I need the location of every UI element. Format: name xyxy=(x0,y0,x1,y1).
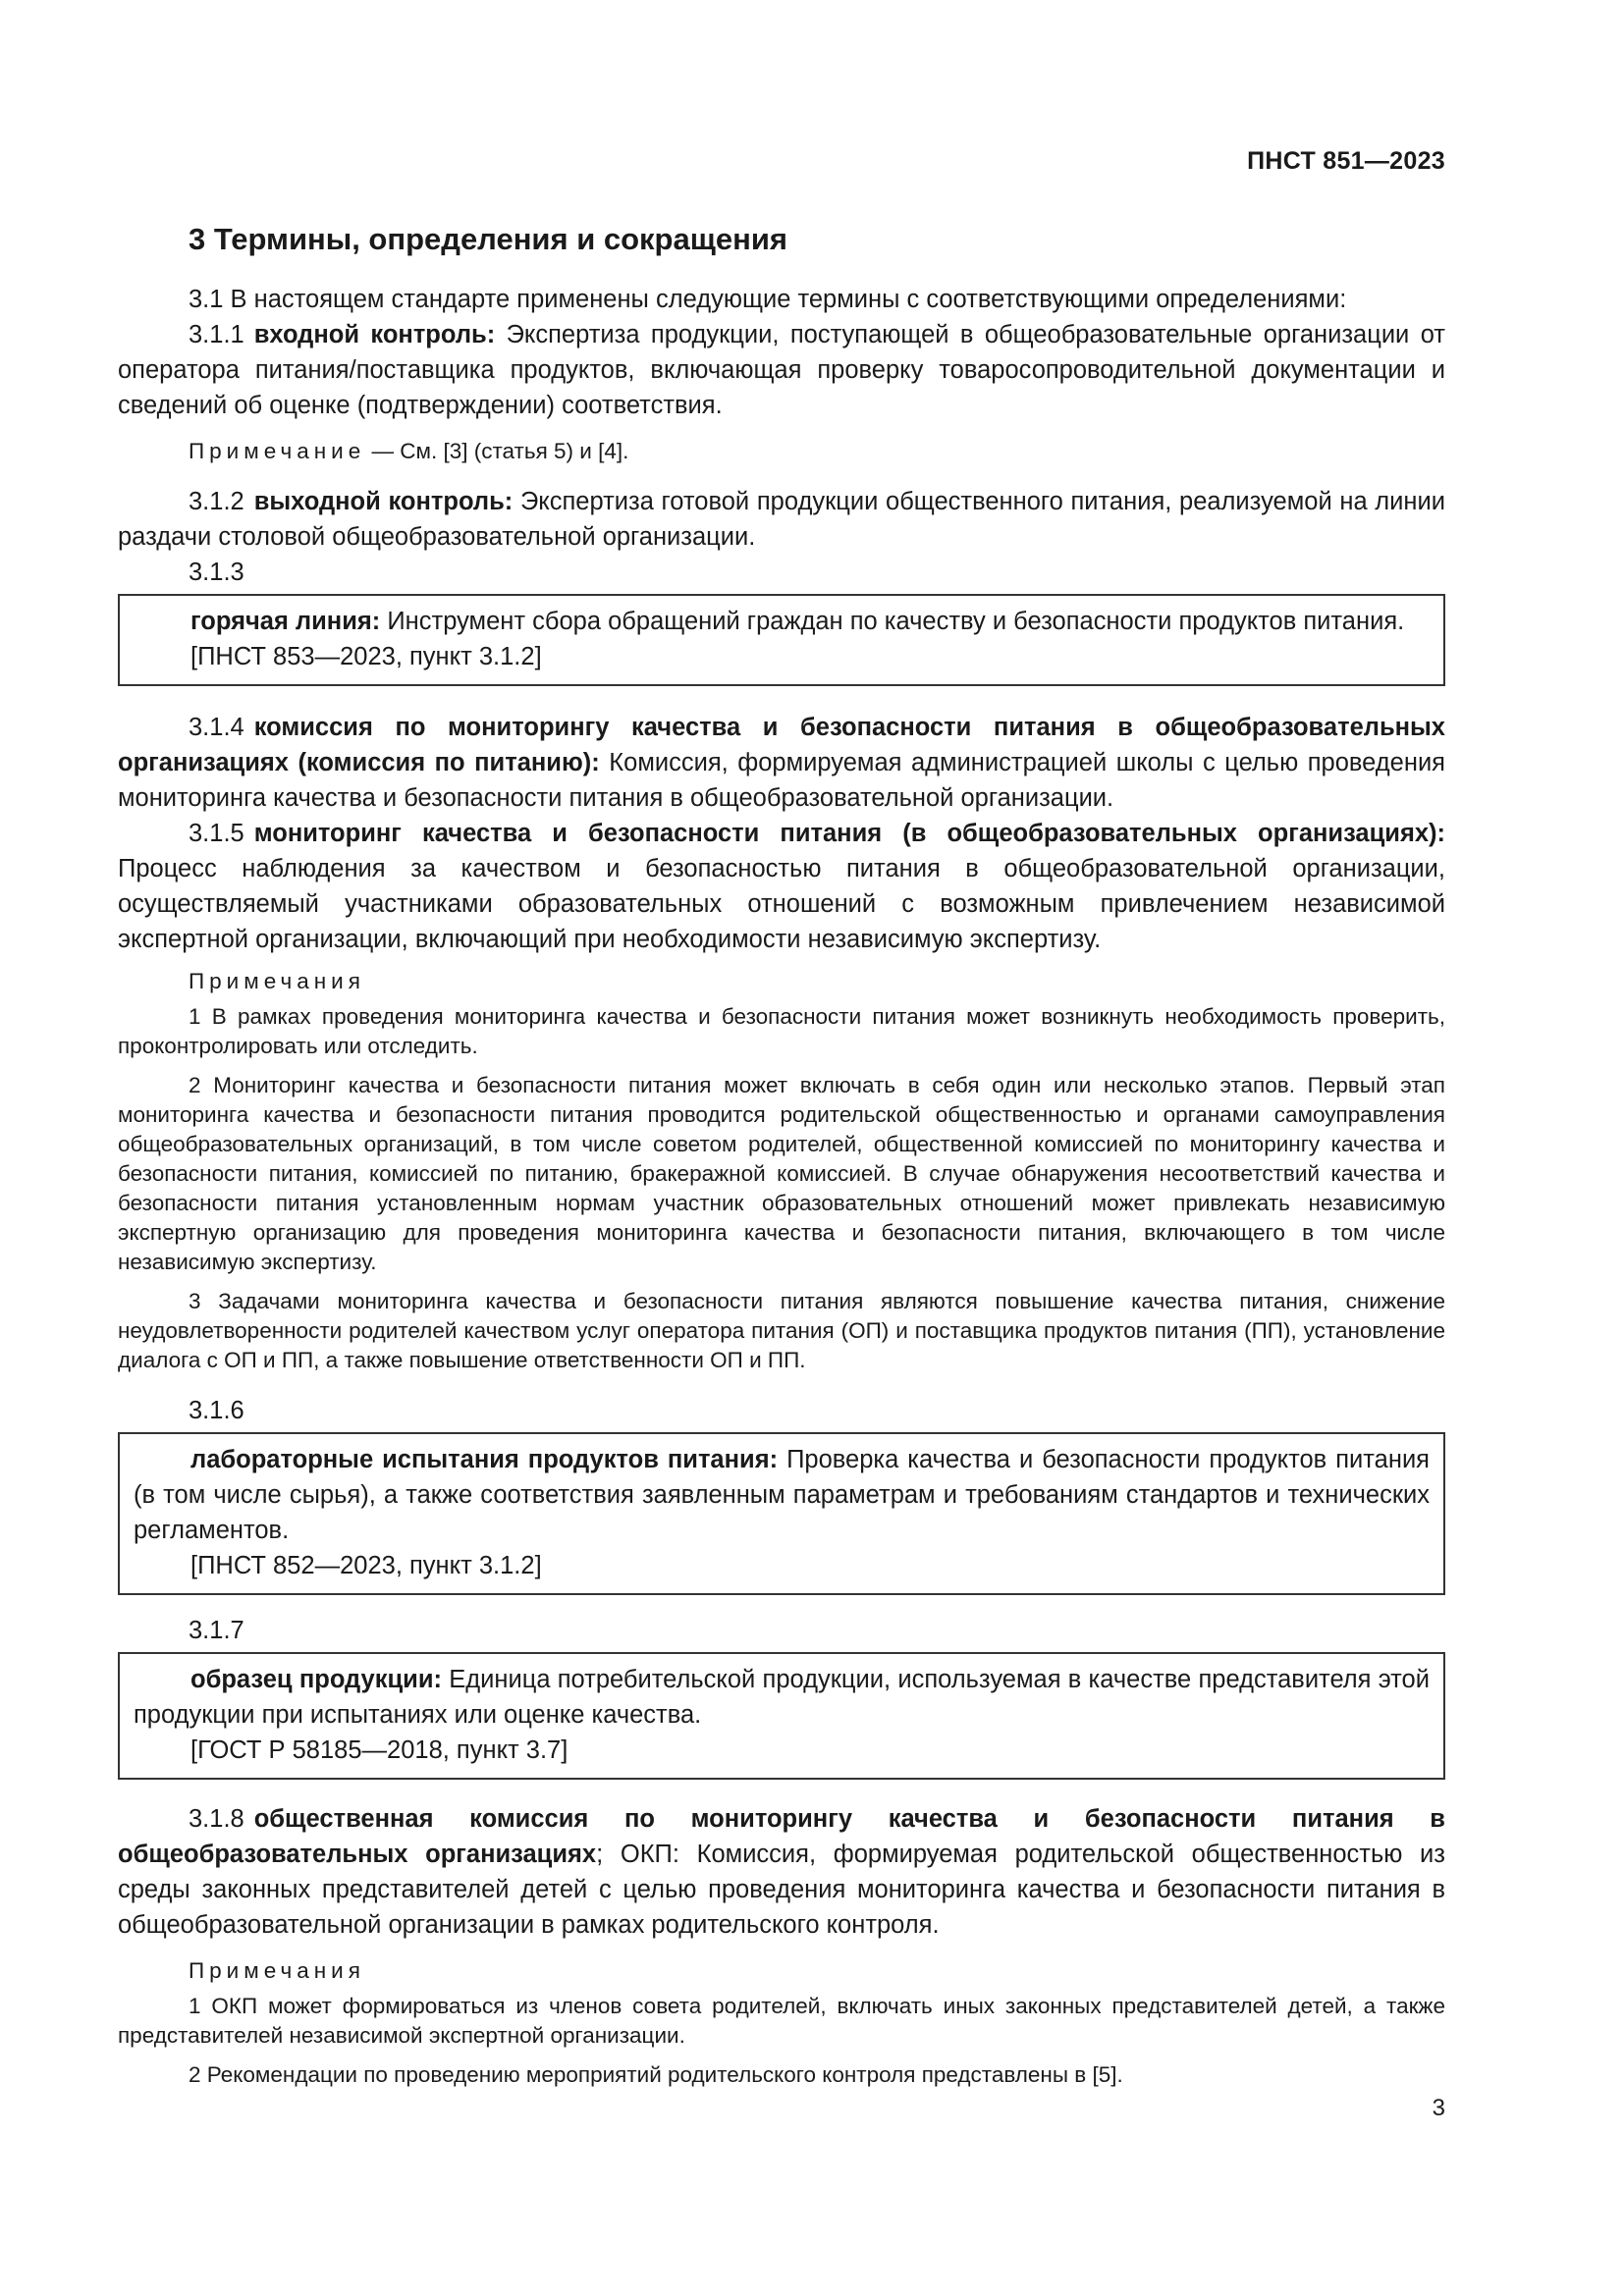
term-3-1-7 xyxy=(134,1662,1430,1733)
term-definition: ; ОКП: Комиссия, формируемая родительской общественностью из среды законных представителей детей с целью проведения мониторинга качества и безопасности питания в общеобразовательной организации в рамках родительского контроля. xyxy=(118,1841,1445,1939)
notes-label-3-1-8 xyxy=(118,1956,1445,1986)
term-name: мониторинг качества и безопасности питания (в общеобразовательных организациях): xyxy=(253,820,1445,847)
term-3-1-3 xyxy=(134,604,1430,639)
term-name: общественная комиссия по мониторингу качества и безопасности питания в общеобразовательных организациях xyxy=(118,1805,1445,1868)
term-definition: Единица потребительской продукции, используемая в качестве представителя этой продукции при испытаниях или оценке качества. xyxy=(134,1666,1430,1729)
term-name: выходной контроль: xyxy=(253,488,514,515)
term-number: 3.1.2 xyxy=(189,488,244,515)
document-code: ПНСТ 851—2023 xyxy=(1247,147,1445,175)
note-item: 2 Рекомендации по проведению мероприятий родительского контроля представлены в [5]. xyxy=(189,2062,1123,2087)
note-3-1-1 xyxy=(118,437,1445,466)
term-3-1-4 xyxy=(118,710,1445,816)
term-number: 3.1.8 xyxy=(189,1805,244,1833)
term-3-1-6 xyxy=(134,1442,1430,1548)
term-box-3-1-3 xyxy=(118,594,1445,686)
term-number: 3.1.5 xyxy=(189,820,244,847)
notes-label-3-1-5 xyxy=(118,967,1445,996)
term-definition: Процесс наблюдения за качеством и безопасностью питания в общеобразовательной организации, осуществляемый участниками образовательных отношений с возможным привлечением независимой экспертной организации, включающий при необходимости независимую экспертизу. xyxy=(118,855,1445,953)
term-number-3-1-6: 3.1.6 xyxy=(189,1397,244,1424)
term-source: [ПНСТ 853—2023, пункт 3.1.2] xyxy=(190,643,542,670)
term-name: входной контроль: xyxy=(253,321,496,348)
term-box-3-1-6 xyxy=(118,1432,1445,1595)
note-item: 1 ОКП может формироваться из членов совета родителей, включать иных законных представителей детей, а также представителей независимой экспертной организации. xyxy=(118,1994,1445,2048)
term-source: [ПНСТ 852—2023, пункт 3.1.2] xyxy=(190,1552,542,1579)
term-box-3-1-7 xyxy=(118,1652,1445,1780)
section-title: 3 Термины, определения и сокращения xyxy=(189,222,787,256)
term-3-1-1 xyxy=(118,317,1445,423)
term-3-1-5 xyxy=(118,816,1445,957)
note-item: 3 Задачами мониторинга качества и безопасности питания являются повышение качества питания, снижение неудовлетворенности родителей качеством услуг оператора питания (ОП) и поставщика продуктов питания (ПП), установление диалога с ОП и ПП, а также повышение ответственности ОП и ПП. xyxy=(118,1289,1445,1372)
notes-label: Примечания xyxy=(189,969,365,993)
term-number: 3.1.1 xyxy=(189,321,244,348)
term-number-3-1-3: 3.1.3 xyxy=(189,559,244,586)
term-definition: Инструмент сбора обращений граждан по качеству и безопасности продуктов питания. xyxy=(380,608,1405,635)
term-3-1-2 xyxy=(118,484,1445,555)
note-item: 2 Мониторинг качества и безопасности питания может включать в себя один или несколько этапов. Первый этап мониторинга качества и безопасности питания проводится родительской общественностью и органами самоуправления общеобразовательных организаций, в том числе советом родителей, общественной комиссией по мониторингу качества и безопасности питания, комиссией по питанию, бракеражной комиссией. В случае обнаружения несоответствий качества и безопасности питания установленным нормам участник образовательных отношений может привлекать независимую экспертную организацию для проведения мониторинга качества и безопасности питания, включающего в том числе независимую экспертизу. xyxy=(118,1073,1445,1274)
term-name: образец продукции: xyxy=(190,1666,443,1693)
term-number: 3.1.4 xyxy=(189,714,244,741)
term-definition: Экспертиза продукции, поступающей в общеобразовательные организации от оператора питания/поставщика продуктов, включающая проверку товаросопроводительной документации и сведений об оценке (подтверждении) соответствия. xyxy=(118,321,1445,419)
note-text: — См. [3] (статья 5) и [4]. xyxy=(365,439,629,463)
term-number-3-1-7: 3.1.7 xyxy=(189,1617,244,1644)
page-content xyxy=(118,222,1445,2090)
term-name: горячая линия: xyxy=(190,608,381,635)
term-name: комиссия по мониторингу качества и безопасности питания в общеобразовательных организациях (комиссия по питанию): xyxy=(118,714,1445,776)
clause-3-1: 3.1 В настоящем стандарте применены следующие термины с соответствующими определениями: xyxy=(189,286,1347,313)
term-name: лабораторные испытания продуктов питания: xyxy=(190,1446,779,1473)
note-label: Примечание xyxy=(189,439,366,463)
term-definition: Проверка качества и безопасности продуктов питания (в том числе сырья), а также соответствия заявленным параметрам и требованиям стандартов и технических регламентов. xyxy=(134,1446,1430,1544)
page-number: 3 xyxy=(1432,2095,1445,2121)
term-3-1-8 xyxy=(118,1801,1445,1943)
term-definition: Экспертиза готовой продукции общественного питания, реализуемой на линии раздачи столовой общеобразовательной организации. xyxy=(118,488,1445,551)
notes-label: Примечания xyxy=(189,1958,365,1983)
term-source: [ГОСТ Р 58185—2018, пункт 3.7] xyxy=(190,1736,568,1764)
note-item: 1 В рамках проведения мониторинга качества и безопасности питания может возникнуть необходимость проверить, проконтролировать или отследить. xyxy=(118,1004,1445,1058)
term-definition: Комиссия, формируемая администрацией школы с целью проведения мониторинга качества и безопасности питания в общеобразовательной организации. xyxy=(118,749,1445,812)
